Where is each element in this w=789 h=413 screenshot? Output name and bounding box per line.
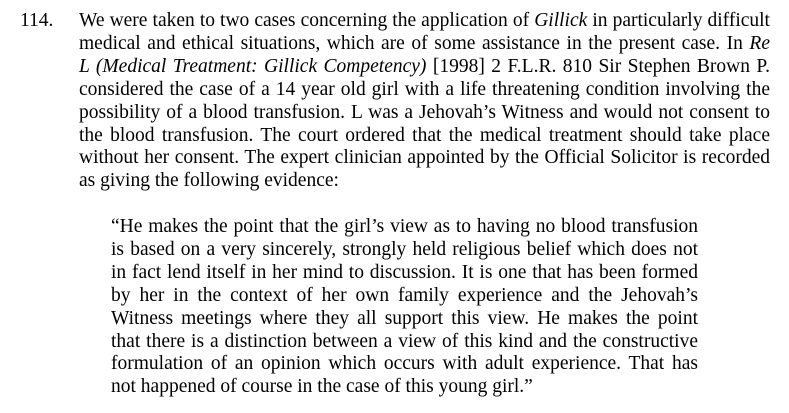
paragraph-line: L (Medical Treatment: Gillick Competency) [1998] 2 F.L.R. 810 Sir Stephen Brown P. — [79, 55, 770, 77]
block-quote — [111, 216, 711, 399]
paragraph-line: without her consent. The expert clinician appointed by the Official Solicitor is recorded — [79, 147, 770, 169]
paragraph-line: We were taken to two cases concerning the application of Gillick in particularly difficult — [79, 10, 770, 31]
quote-line: Witness meetings where they all support this view. He makes the point — [111, 307, 698, 329]
quote-line: in fact lend itself in her mind to discussion. It is one that has been formed — [111, 261, 698, 283]
quote-line: not happened of course in the case of this young girl.” — [111, 376, 533, 398]
paragraph-line: medical and ethical situations, which are of some assistance in the present case. In Re — [79, 32, 770, 54]
paragraph-body — [79, 10, 779, 193]
quote-line: is based on a very sincerely, strongly held religious belief which does not — [111, 238, 698, 260]
paragraph-number: 114. — [20, 10, 54, 31]
quote-line: formulation of an opinion which occurs with adult experience. That has — [111, 353, 698, 375]
quote-line: by her in the context of her own family experience and the Jehovah’s — [111, 284, 698, 306]
paragraph-line: considered the case of a 14 year old girl with a life threatening condition involving the — [79, 78, 770, 100]
paragraph-line: as giving the following evidence: — [79, 170, 339, 192]
quote-line: “He makes the point that the girl’s view as to having no blood transfusion — [111, 216, 698, 237]
quote-line: that there is a distinction between a view of this kind and the constructive — [111, 330, 698, 352]
paragraph-line: possibility of a blood transfusion. L was a Jehovah’s Witness and would not consent to — [79, 101, 770, 123]
paragraph-line: the blood transfusion. The court ordered that the medical treatment should take place — [79, 124, 770, 146]
